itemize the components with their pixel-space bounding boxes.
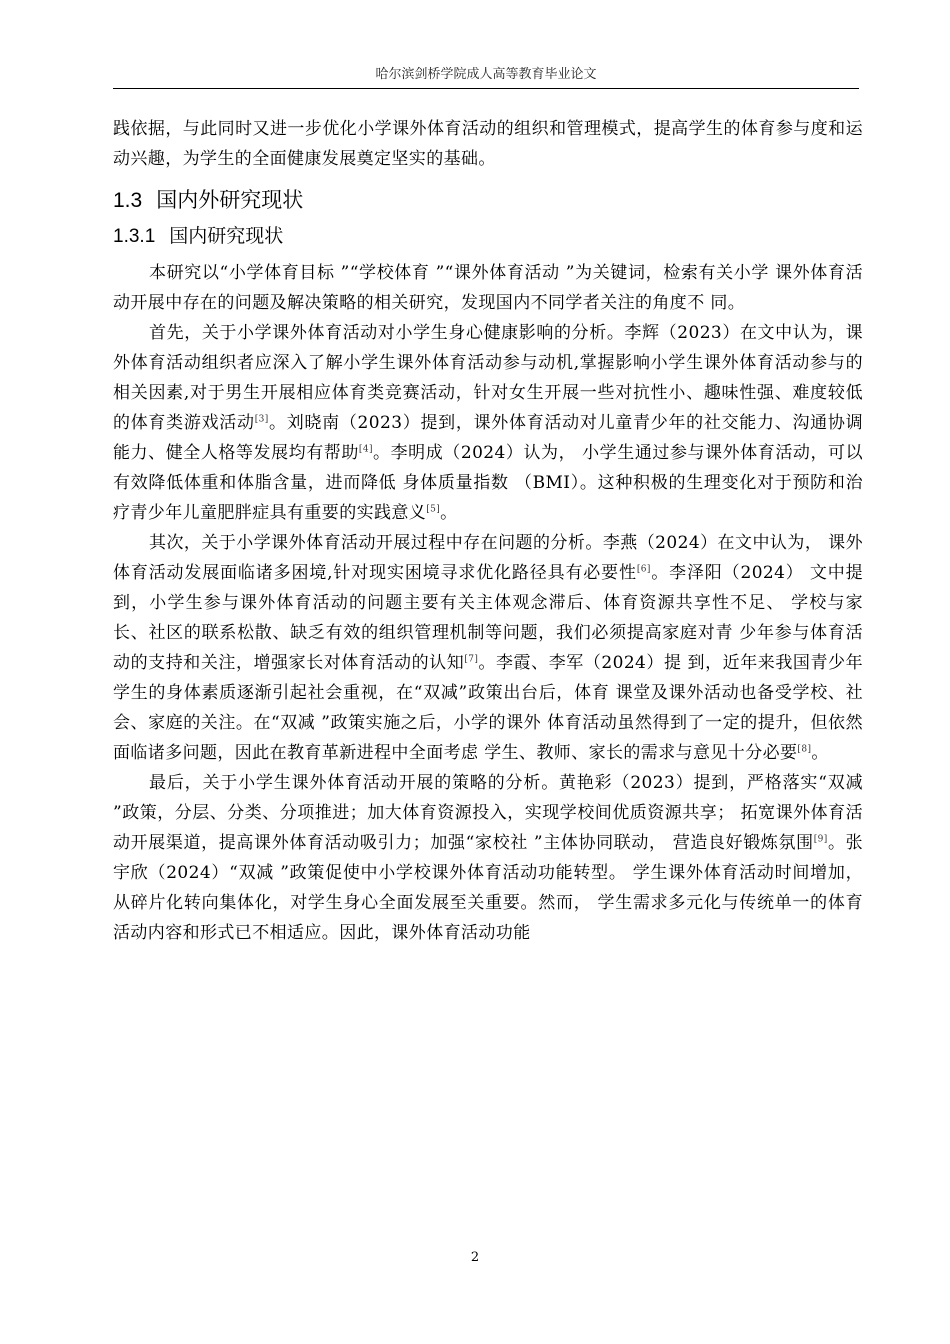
text-run: 首先，关于小学课外体育活动对小学生身心健康影响的分析。李辉（2023）在文中认为，课外体育活动组织者应深入了解小学生课外体育活动参与动机,掌握影响小学生课外体育活动参与的相关因素,对于男生开展相应体育类竞赛活动，针对女生开展一些对抗性小、趣味性强、难度较低的体育类游戏活动 — [113, 323, 863, 433]
text-run: 。刘晓南（2023）提到，课外体育活动对儿童青少年的社交能力、沟通协调能力、健全人格等发展均有帮助 — [113, 413, 863, 463]
paragraph-continuation: 践依据，与此同时又进一步优化小学课外体育活动的组织和管理模式，提高学生的体育参与度和运动兴趣，为学生的全面健康发展奠定坚实的基础。 — [113, 119, 863, 169]
text-run: 。张宇欣（2024）“双减 ”政策促使中小学校课外体育活动功能转型。 学生课外体育活动时间增加，从碎片化转向集体化，对学生身心全面发展至关重要。然而， 学生需求多元化与传统单一的体育活动内容和形式已不相适应。因此，课外体育活动功能 — [113, 833, 863, 943]
citation-5: [5] — [426, 504, 441, 515]
citation-7: [7] — [464, 654, 479, 665]
header-rule — [113, 88, 859, 89]
running-header: 哈尔滨剑桥学院成人高等教育毕业论文 — [375, 67, 597, 82]
text-run: 。李霞、李军（2024）提 到，近年来我国青少年学生的身体素质逐渐引起社会重视，在“双减”政策出台后，体育 课堂及课外活动也备受学校、社会、家庭的关注。在“双减 ”政策实施之后，小学的课外 体育活动虽然得到了一定的提升，但依然面临诸多问题，因此在教育革新进程中全面考虑 学生、教师、家长的需求与意见十分必要 — [113, 653, 863, 763]
paragraph-intro: 本研究以“小学体育目标 ”“学校体育 ”“课外体育活动 ”为关键词，检索有关小学 课外体育活动开展中存在的问题及解决策略的相关研究，发现国内不同学者关注的角度不 同。 — [113, 263, 863, 313]
citation-3: [3] — [254, 414, 269, 425]
subsection-number: 1.3.1 — [113, 226, 156, 247]
text-run: 。李明成（2024）认为， 小学生通过参与课外体育活动，可以有效降低体重和体脂含量，进而降低 身体质量指数 （BMI）。这种积极的生理变化对于预防和治疗青少年儿童肥胖症具有重要的实践意义 — [113, 443, 863, 523]
text-run: 。 — [811, 743, 829, 763]
citation-4: [4] — [358, 444, 373, 455]
text-run: 最后，关于小学生课外体育活动开展的策略的分析。黄艳彩（2023）提到，严格落实“双减 ”政策，分层、分类、分项推进；加大体育资源投入，实现学校间优质资源共享； 拓宽课外体育活动开展渠道，提高课外体育活动吸引力；加强“家校社 ”主体协同联动， 营造良好锻炼氛围 — [113, 773, 863, 853]
page-number: 2 — [470, 1250, 480, 1265]
text-run: 。 — [440, 503, 458, 523]
section-heading-1-3 — [113, 186, 863, 215]
text-run: 其次，关于小学课外体育活动开展过程中存在问题的分析。李燕（2024）在文中认为， 课外体育活动发展面临诸多困境,针对现实困境寻求优化路径具有必要性 — [113, 533, 863, 583]
section-number: 1.3 — [113, 189, 143, 212]
text-run: 。李泽阳（2024） 文中提到，小学生参与课外体育活动的问题主要有关主体观念滞后、体育资源共享性不足、 学校与家长、社区的联系松散、缺乏有效的组织管理机制等问题，我们必须提高家庭对青 少年参与体育活动的支持和关注，增强家长对体育活动的认知 — [113, 563, 863, 673]
paragraph-first — [113, 318, 863, 528]
page-content — [113, 114, 863, 948]
subsection-title: 国内研究现状 — [169, 225, 284, 247]
citation-8: [8] — [797, 744, 812, 755]
subsection-heading-1-3-1 — [113, 223, 863, 250]
paragraph-second — [113, 528, 863, 768]
citation-9: [9] — [813, 834, 828, 845]
section-title: 国内外研究现状 — [156, 188, 304, 212]
paragraph-last — [113, 768, 863, 948]
citation-6: [6] — [636, 564, 651, 575]
